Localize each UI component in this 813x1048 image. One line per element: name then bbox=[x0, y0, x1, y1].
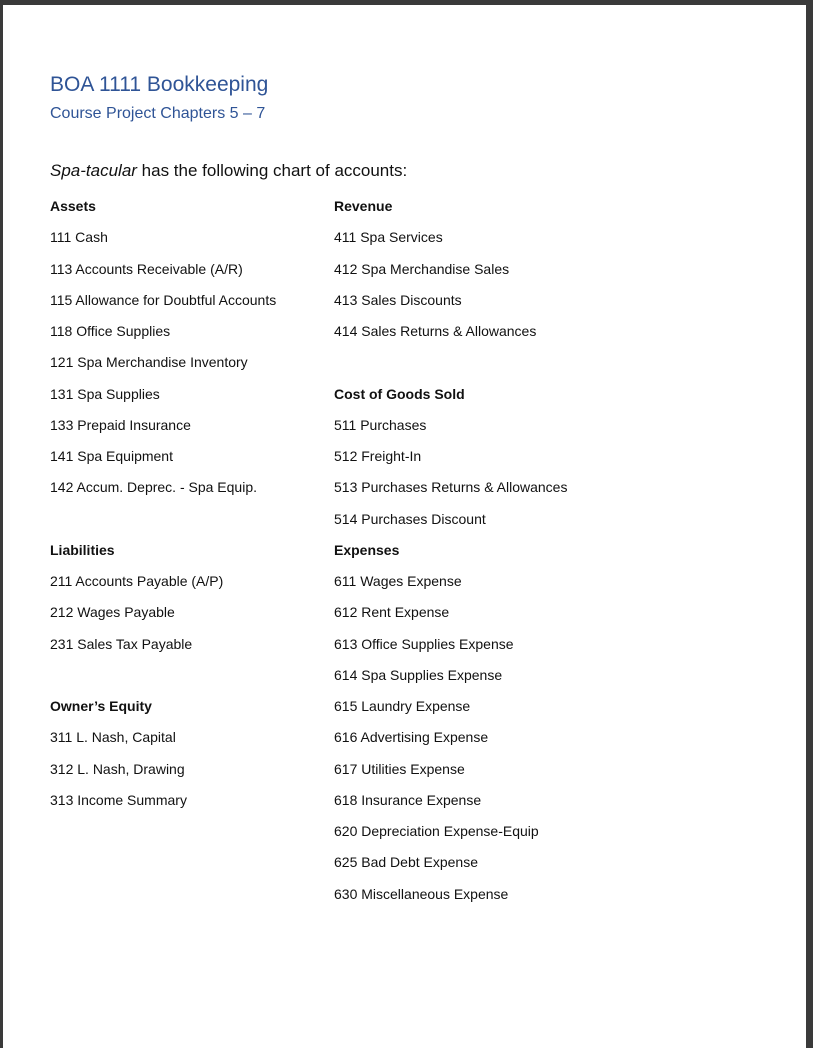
owners-equity-heading: Owner’s Equity bbox=[50, 698, 152, 714]
right-account-column bbox=[334, 191, 634, 910]
account-item: 615 Laundry Expense bbox=[334, 698, 471, 714]
assets-heading: Assets bbox=[50, 198, 96, 214]
spacer bbox=[50, 504, 320, 535]
account-item: 630 Miscellaneous Expense bbox=[334, 885, 509, 902]
cogs-heading: Cost of Goods Sold bbox=[334, 385, 465, 402]
account-item: 617 Utilities Expense bbox=[334, 760, 465, 777]
document-title: BOA 1111 Bookkeeping bbox=[50, 73, 269, 96]
account-item: 111 Cash bbox=[50, 229, 108, 246]
account-item: 611 Wages Expense bbox=[334, 573, 462, 589]
account-item: 113 Accounts Receivable (A/R) bbox=[50, 260, 243, 277]
account-item: 511 Purchases bbox=[334, 416, 427, 433]
left-account-column bbox=[50, 191, 320, 816]
account-item: 115 Allowance for Doubtful Accounts bbox=[50, 291, 277, 308]
account-item: 142 Accum. Deprec. - Spa Equip. bbox=[50, 479, 257, 496]
account-item: 512 Freight-In bbox=[334, 448, 422, 464]
account-item: 212 Wages Payable bbox=[50, 604, 175, 621]
company-name: Spa-tacular bbox=[50, 161, 137, 180]
account-item: 141 Spa Equipment bbox=[50, 448, 173, 464]
intro-text: has the following chart of accounts: bbox=[136, 161, 408, 180]
account-item: 625 Bad Debt Expense bbox=[334, 854, 478, 871]
document-subtitle: Course Project Chapters 5 – 7 bbox=[50, 105, 266, 122]
account-item: 618 Insurance Expense bbox=[334, 791, 482, 808]
revenue-heading: Revenue bbox=[334, 198, 393, 214]
liabilities-heading: Liabilities bbox=[50, 541, 115, 558]
account-item: 211 Accounts Payable (A/P) bbox=[50, 573, 224, 589]
account-item: 612 Rent Expense bbox=[334, 604, 450, 621]
account-item: 131 Spa Supplies bbox=[50, 385, 160, 402]
account-item: 118 Office Supplies bbox=[50, 323, 171, 339]
account-item: 412 Spa Merchandise Sales bbox=[334, 260, 510, 277]
account-item: 121 Spa Merchandise Inventory bbox=[50, 354, 248, 371]
account-item: 613 Office Supplies Expense bbox=[334, 635, 514, 652]
account-item: 614 Spa Supplies Expense bbox=[334, 666, 503, 683]
account-item: 514 Purchases Discount bbox=[334, 510, 486, 527]
account-item: 133 Prepaid Insurance bbox=[50, 416, 191, 433]
account-item: 616 Advertising Expense bbox=[334, 729, 489, 746]
account-item: 413 Sales Discounts bbox=[334, 291, 462, 308]
account-item: 620 Depreciation Expense-Equip bbox=[334, 823, 539, 839]
spacer bbox=[334, 347, 634, 378]
account-item: 411 Spa Services bbox=[334, 229, 443, 246]
account-item: 231 Sales Tax Payable bbox=[50, 635, 193, 652]
account-item: 414 Sales Returns & Allowances bbox=[334, 323, 537, 339]
spacer bbox=[50, 660, 320, 691]
intro-sentence bbox=[50, 161, 407, 181]
expenses-heading: Expenses bbox=[334, 541, 400, 558]
account-item: 311 L. Nash, Capital bbox=[50, 729, 176, 746]
account-item: 312 L. Nash, Drawing bbox=[50, 760, 185, 777]
account-item: 513 Purchases Returns & Allowances bbox=[334, 479, 568, 496]
document-page bbox=[3, 5, 806, 1048]
account-item: 313 Income Summary bbox=[50, 791, 187, 808]
